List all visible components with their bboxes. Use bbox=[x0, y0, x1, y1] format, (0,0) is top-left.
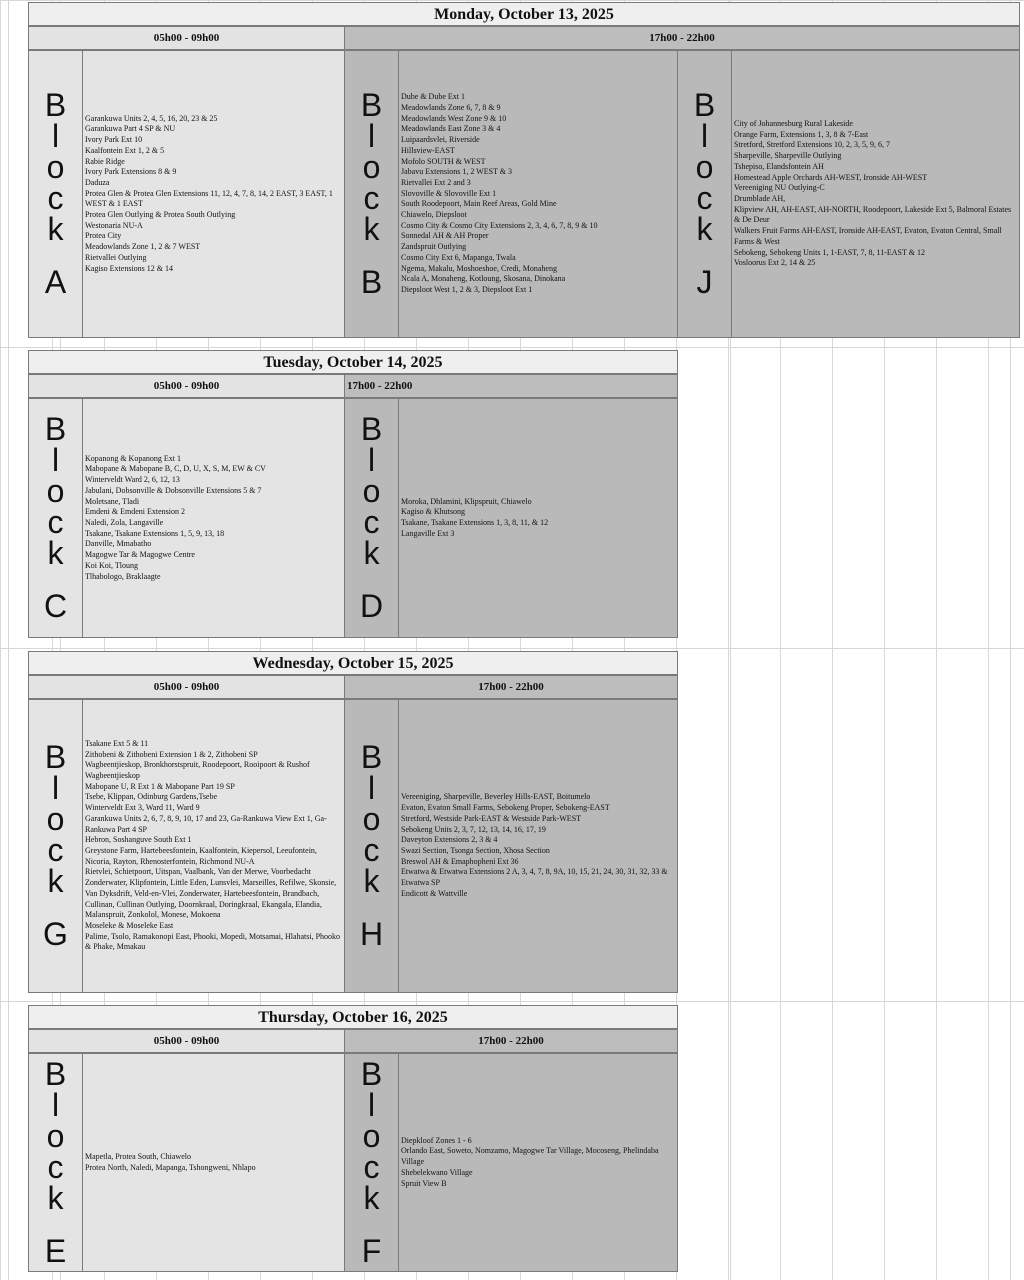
area-item: Slovoville & Slovoville Ext 1 bbox=[401, 188, 497, 198]
slot-morning: 05h00 - 09h00 bbox=[28, 374, 345, 398]
grid-line bbox=[0, 347, 1024, 348]
area-item: Daduza bbox=[85, 177, 110, 187]
area-item: Moroka, Dhlamini, Klipspruit, Chiawelo bbox=[401, 496, 532, 506]
area-item: Sonnedal AH & AH Proper bbox=[401, 231, 489, 241]
area-item: Ncala A, Monaheng, Kotloung, Skosana, Dinokana bbox=[401, 274, 566, 284]
area-item: Mofolo SOUTH & WEST bbox=[401, 156, 486, 166]
block-label: B l o c k A bbox=[29, 51, 83, 337]
area-item: Kaalfontein Ext 1, 2 & 5 bbox=[85, 145, 165, 155]
area-list bbox=[83, 399, 344, 637]
area-item: Stretford, Westside Park-EAST & Westside Park-WEST bbox=[401, 813, 582, 823]
block-h bbox=[344, 699, 678, 993]
area-item: Meadowlands East Zone 3 & 4 bbox=[401, 124, 501, 134]
day-title-thursday: Thursday, October 16, 2025 bbox=[28, 1005, 678, 1029]
slot-evening: 17h00 - 22h00 bbox=[344, 374, 678, 398]
area-item: Jabulani, Dobsonville & Dobsonville Extensions 5 & 7 bbox=[85, 485, 262, 495]
grid-line bbox=[8, 0, 9, 1280]
grid-line bbox=[0, 648, 1024, 649]
area-item: Daveyton Extensions 2, 3 & 4 bbox=[401, 835, 498, 845]
block-c bbox=[28, 398, 345, 638]
block-d bbox=[344, 398, 678, 638]
area-item: Danville, Mmabatho bbox=[85, 539, 152, 549]
day-title-monday: Monday, October 13, 2025 bbox=[28, 2, 1020, 26]
area-item: South Roodepoort, Main Reef Areas, Gold Mine bbox=[401, 199, 557, 209]
area-item: Breswol AH & Emaphopheni Ext 36 bbox=[401, 856, 519, 866]
slot-evening: 17h00 - 22h00 bbox=[344, 1029, 678, 1053]
area-item: Swazi Section, Tsonga Section, Xhosa Section bbox=[401, 846, 550, 855]
area-item: Mabopane U, R Ext 1 & Mabopane Part 19 SP bbox=[85, 781, 235, 791]
area-item: Zithobeni & Zithobeni Extension 1 & 2, Zithobeni SP bbox=[85, 749, 258, 759]
day-title-wednesday: Wednesday, October 15, 2025 bbox=[28, 651, 678, 675]
block-a bbox=[28, 50, 345, 338]
area-item: Walkers Fruit Farms AH-EAST, Ironside AH-EAST, Evaton, Evaton Central, Small Farms & West bbox=[734, 226, 1002, 246]
area-list bbox=[83, 1054, 344, 1271]
area-item: Koi Koi, Tloung bbox=[85, 560, 138, 570]
area-item: City of Johannesburg Rural Lakeside bbox=[734, 119, 853, 129]
area-item: Cosmo City & Cosmo City Extensions 2, 3, 4, 6, 7, 8, 9 & 10 bbox=[401, 220, 598, 230]
area-item: Klipview AH, AH-EAST, AH-NORTH, Roodepoort, Lakeside Ext 5, Balmoral Estates & De Deur bbox=[734, 204, 1012, 225]
area-list bbox=[83, 51, 344, 337]
block-f bbox=[344, 1053, 678, 1272]
area-item: Ivory Park Extensions 8 & 9 bbox=[85, 167, 177, 177]
area-list bbox=[399, 399, 677, 637]
area-item: Evaton, Evaton Small Farms, Sebokeng Proper, Sebokeng-EAST bbox=[401, 803, 610, 813]
block-label: B l o c k C bbox=[29, 399, 83, 637]
area-item: Kagiso Extensions 12 & 14 bbox=[85, 263, 173, 273]
area-item: Garankuwa Units 2, 4, 5, 16, 20, 23 & 25 bbox=[85, 113, 218, 123]
area-item: Tsakane, Tsakane Extensions 1, 5, 9, 13, 18 bbox=[85, 528, 225, 538]
area-item: Protea Glen & Protea Glen Extensions 11, 12, 4, 7, 8, 14, 2 EAST, 3 EAST, 1 WEST & 1 EAST bbox=[85, 188, 333, 209]
area-item: Moseleke & Moseleke East bbox=[85, 920, 174, 930]
area-item: Tsakane, Tsakane Extensions 1, 3, 8, 11, & 12 bbox=[401, 518, 549, 527]
block-j bbox=[677, 50, 1020, 338]
block-b bbox=[344, 50, 678, 338]
area-item: Protea City bbox=[85, 231, 122, 241]
area-item: Diepkloof Zones 1 - 6 bbox=[401, 1135, 472, 1145]
area-item: Chiawelo, Diepsloot bbox=[401, 210, 467, 220]
area-item: Ngema, Makalu, Moshoeshoe, Credi, Monaheng bbox=[401, 263, 557, 273]
area-item: Greystone Farm, Hartebeesfontein, Kaalfontein, Kiepersol, Leeufontein, Nicoria, Rayton, Rhenosterfontein, Richmond NU-A bbox=[85, 846, 317, 866]
area-item: Etwatwa & Etwatwa Extensions 2 A, 3, 4, 7, 8, 9A, 10, 15, 21, 24, 30, 31, 32, 33 & Etwatwa SP bbox=[401, 867, 668, 888]
block-letter: C bbox=[43, 588, 68, 624]
area-item: Mapetla, Protea South, Chiawelo bbox=[85, 1151, 191, 1161]
area-item: Hillsview-EAST bbox=[401, 145, 455, 155]
block-letter: D bbox=[359, 588, 384, 624]
block-letter: E bbox=[44, 1232, 67, 1269]
area-item: Meadowlands West Zone 9 & 10 bbox=[401, 113, 507, 123]
area-list bbox=[399, 51, 677, 337]
area-item: Vereeniging, Sharpeville, Beverley Hills-EAST, Boitumelo bbox=[401, 792, 591, 802]
area-item: Kopanong & Kopanong Ext 1 bbox=[85, 453, 181, 463]
area-item: Garankuwa Part 4 SP & NU bbox=[85, 124, 176, 134]
area-item: Wagbeentjieskop, Bronkhorstspruit, Roodepoort, Rooipoort & Rushof Wagbeentjieskop bbox=[85, 760, 310, 781]
area-item: Moletsane, Tladi bbox=[85, 496, 140, 506]
block-label: B l o c k D bbox=[345, 399, 399, 637]
area-item: Sharpeville, Sharpeville Outlying bbox=[734, 151, 842, 161]
area-item: Dube & Dube Ext 1 bbox=[401, 92, 465, 102]
area-list bbox=[83, 700, 344, 992]
area-item: Rietvlei, Schietpoort, Uitspan, Vaalbank, Van der Merwe, Voorbedacht Zonderwater, Klipfontein, Little Eden, Lunsvlei, Marseilles, Refilwe, Skonsie, Van Dyksdrift, Veld-en-Vlei, Zonderwater, Hartebeesfontein, Brandbach, Cullinan, Cullinan Outlying, Doornkraal, Doringkraal, Ekangala, Elandia, Malanspruit, Zonkolol, Monese, Mokoena bbox=[85, 867, 337, 920]
block-label: B l o c k G bbox=[29, 700, 83, 992]
block-letter: J bbox=[696, 264, 713, 300]
area-item: Tsakane Ext 5 & 11 bbox=[85, 738, 149, 748]
slot-evening: 17h00 - 22h00 bbox=[344, 675, 678, 699]
area-item: Shebelekwano Village bbox=[401, 1167, 473, 1177]
area-item: Rietvallei Outlying bbox=[85, 252, 147, 262]
area-item: Stretford, Stretford Extensions 10, 2, 3, 5, 9, 6, 7 bbox=[734, 140, 890, 150]
area-item: Orlando East, Soweto, Nomzamo, Magogwe Tar Village, Mocoseng, Phelindaba Village bbox=[401, 1146, 659, 1167]
slot-morning: 05h00 - 09h00 bbox=[28, 26, 345, 50]
area-item: Vosloorus Ext 2, 14 & 25 bbox=[734, 258, 816, 268]
area-item: Langaville Ext 3 bbox=[401, 528, 455, 538]
area-item: Tsebe, Klippan, Odinburg Gardens,Tsebe bbox=[85, 792, 218, 802]
area-item: Magogwe Tar & Magogwe Centre bbox=[85, 550, 195, 560]
area-item: Winterveldt Ext 3, Ward 11, Ward 9 bbox=[85, 803, 200, 813]
area-item: Sebokeng Units 2, 3, 7, 12, 13, 14, 16, 17, 19 bbox=[401, 824, 546, 834]
area-item: Vereeniging NU Outlying-C bbox=[734, 183, 825, 193]
area-list bbox=[399, 1054, 677, 1271]
area-item: Cosmo City Ext 6, Mapanga, Twala bbox=[401, 252, 516, 262]
area-item: Emdeni & Emdeni Extension 2 bbox=[85, 507, 185, 517]
block-label: B l o c k J bbox=[678, 51, 732, 337]
area-item: Ivory Park Ext 10 bbox=[85, 135, 143, 145]
area-item: Westonaria NU-A bbox=[85, 220, 143, 230]
area-item: Hebron, Soshanguve South Ext 1 bbox=[85, 835, 192, 845]
day-title-tuesday: Tuesday, October 14, 2025 bbox=[28, 350, 678, 374]
area-item: Endicott & Wattville bbox=[401, 888, 468, 898]
area-item: Mabopane & Mabopane B, C, D, U, X, S, M, EW & CV bbox=[85, 464, 266, 474]
block-label: B l o c k E bbox=[29, 1054, 83, 1271]
area-item: Spruit View B bbox=[401, 1178, 447, 1188]
area-item: Luipaardsvlei, Riverside bbox=[401, 135, 480, 145]
slot-morning: 05h00 - 09h00 bbox=[28, 675, 345, 699]
block-letter: H bbox=[359, 916, 384, 952]
area-item: Homestead Apple Orchards AH-WEST, Ironside AH-WEST bbox=[734, 172, 928, 182]
area-item: Diepsloot West 1, 2 & 3, Diepsloot Ext 1 bbox=[401, 284, 533, 294]
block-letter: A bbox=[44, 264, 67, 300]
block-g bbox=[28, 699, 345, 993]
slot-evening: 17h00 - 22h00 bbox=[344, 26, 1020, 50]
area-item: Sebokeng, Sebokeng Units 1, 1-EAST, 7, 8, 11-EAST & 12 bbox=[734, 247, 925, 257]
area-item: Meadowlands Zone 1, 2 & 7 WEST bbox=[85, 242, 201, 252]
area-list bbox=[732, 51, 1019, 337]
area-list bbox=[399, 700, 677, 992]
area-item: Protea Glen Outlying & Protea South Outlying bbox=[85, 210, 236, 220]
area-item: Naledi, Zola, Langaville bbox=[85, 518, 164, 527]
block-letter: F bbox=[361, 1232, 382, 1269]
area-item: Rabie Ridge bbox=[85, 156, 125, 166]
block-label: B l o c k B bbox=[345, 51, 399, 337]
block-letter: G bbox=[43, 916, 68, 952]
area-item: Kagiso & Khutsong bbox=[401, 507, 465, 517]
area-item: Jabavu Extensions 1, 2 WEST & 3 bbox=[401, 167, 513, 177]
area-item: Tlhabologo, Braklaagte bbox=[85, 571, 161, 581]
area-item: Drumblade AH, bbox=[734, 194, 786, 203]
area-item: Winterveldt Ward 2, 6, 12, 13 bbox=[85, 475, 180, 485]
area-item: Palime, Tsolo, Ramakonopi East, Phooki, Mopedi, Motsamai, Hlahatsi, Phooko & Phake, Mmakau bbox=[85, 931, 341, 952]
area-item: Zandspruit Outlying bbox=[401, 242, 467, 252]
slot-morning: 05h00 - 09h00 bbox=[28, 1029, 345, 1053]
area-item: Tshepiso, Elandsfontein AH bbox=[734, 161, 824, 171]
block-label: B l o c k H bbox=[345, 700, 399, 992]
block-letter: B bbox=[360, 264, 383, 300]
grid-line bbox=[0, 1001, 1024, 1002]
area-item: Orange Farm, Extensions 1, 3, 8 & 7-East bbox=[734, 129, 869, 139]
block-e bbox=[28, 1053, 345, 1272]
area-item: Meadowlands Zone 6, 7, 8 & 9 bbox=[401, 103, 501, 113]
area-item: Protea North, Naledi, Mapanga, Tshongweni, Nhlapo bbox=[85, 1162, 256, 1172]
area-item: Garankuwa Units 2, 6, 7, 8, 9, 10, 17 and 23, Ga-Rankuwa View Ext 1, Ga-Rankuwa Part 4 SP bbox=[85, 813, 327, 834]
block-label: B l o c k F bbox=[345, 1054, 399, 1271]
area-item: Rietvallei Ext 2 and 3 bbox=[401, 177, 471, 187]
